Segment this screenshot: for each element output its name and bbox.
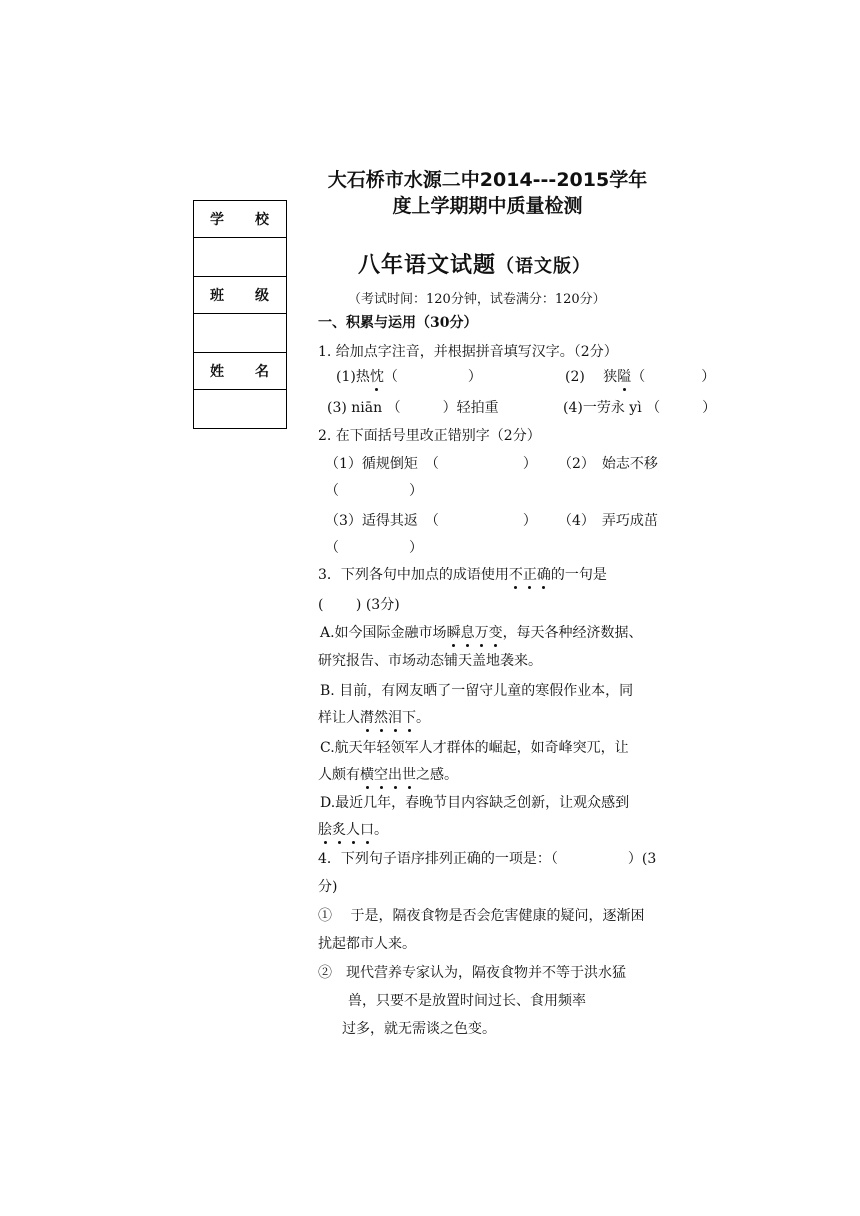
name-field bbox=[194, 390, 287, 429]
q1-a-blank: （ ） bbox=[383, 369, 482, 385]
q2-row1-right: （2） 始志不移 bbox=[558, 456, 658, 472]
q3-option-a-line2: 研究报告、市场动态铺天盖地袭来。 bbox=[318, 653, 542, 669]
q3-option-d-line2 bbox=[318, 819, 388, 839]
q3-option-b-line2 bbox=[318, 707, 430, 727]
q4-stem-line2: 分) bbox=[318, 879, 338, 895]
subject-title bbox=[358, 248, 591, 279]
q3-a-post: ，每天各种经济数据、 bbox=[502, 625, 643, 641]
q2-row1-blank: （ ） bbox=[325, 483, 423, 499]
section-heading: 一、积累与运用（30分） bbox=[318, 315, 478, 331]
q3-option-d-line1: D.最近几年，春晚节目内容缺乏创新，让观众感到 bbox=[320, 795, 630, 811]
class-field bbox=[194, 314, 287, 353]
q4-stem-line1: 4．下列句子语序排列正确的一项是：（ ）(3 bbox=[318, 851, 657, 867]
q1-stem: 1. 给加点字注音，并根据拼音填写汉字。（2分） bbox=[318, 344, 618, 360]
q3-b-dot-char: 然 bbox=[374, 707, 388, 727]
subject-sub: （语文版） bbox=[496, 256, 592, 277]
q3-b-pre: 样让人 bbox=[318, 710, 360, 726]
q3-d-dot-char: 脍 bbox=[318, 819, 332, 839]
q1-item-c: (3) niān （ ）轻拍重 bbox=[327, 400, 499, 416]
q3-a-dot-char: 息 bbox=[461, 622, 475, 642]
q4-item1-line1: ① 于是，隔夜食物是否会危害健康的疑问，逐渐困 bbox=[318, 908, 645, 924]
q1-b-blank: （ ） bbox=[631, 369, 716, 385]
q3-c-post: 之感。 bbox=[416, 767, 458, 783]
class-label: 班 级 bbox=[194, 277, 287, 314]
school-label: 学 校 bbox=[194, 201, 287, 238]
q1-a-dotted-char: 忱 bbox=[370, 366, 384, 386]
q3-a-dot-char: 变 bbox=[489, 622, 503, 642]
q1-a-pre: (1)热 bbox=[336, 369, 370, 385]
q3-option-c-line2 bbox=[318, 764, 458, 784]
q3-b-dot-char: 潸 bbox=[360, 707, 374, 727]
q2-row2-left: （3）适得其返 （ ） bbox=[325, 513, 537, 529]
name-label: 姓 名 bbox=[194, 353, 287, 390]
q3-c-pre: 人颇有 bbox=[318, 767, 360, 783]
q3-dot-char: 不 bbox=[509, 564, 523, 584]
q1-b-dotted-char: 隘 bbox=[617, 366, 631, 386]
q3-stem bbox=[318, 564, 607, 584]
q3-option-c-line1: C.航天年轻领军人才群体的崛起，如奇峰突兀，让 bbox=[320, 740, 629, 756]
q3-c-dot-char: 空 bbox=[374, 764, 388, 784]
q3-d-dot-char: 炙 bbox=[332, 819, 346, 839]
q3-d-dot-char: 人 bbox=[346, 819, 360, 839]
q3-c-dot-char: 横 bbox=[360, 764, 374, 784]
q3-b-dot-char: 泪 bbox=[388, 707, 402, 727]
q4-item1-line2: 扰起都市人来。 bbox=[318, 936, 416, 952]
q3-a-dot-char: 万 bbox=[475, 622, 489, 642]
q4-item2-line2: 兽，只要不是放置时间过长、食用频率 bbox=[348, 993, 586, 1009]
exam-info: （考试时间：120分钟，试卷满分：120分） bbox=[348, 292, 606, 307]
q2-stem: 2. 在下面括号里改正错别字（2分） bbox=[318, 428, 541, 444]
exam-title-line1: 大石桥市水源二中2014---2015学年 bbox=[327, 169, 648, 191]
q3-dot-char: 确 bbox=[537, 564, 551, 584]
q1-item-b bbox=[565, 366, 715, 386]
q1-b-pre: (2) 狭 bbox=[565, 369, 618, 385]
q3-stem-pre: 3．下列各句中加点的成语使用 bbox=[318, 567, 509, 583]
q3-b-post: 。 bbox=[416, 710, 430, 726]
q3-dot-char: 正 bbox=[523, 564, 537, 584]
q3-stem-line2: ( ) (3分) bbox=[318, 597, 400, 613]
q3-d-dot-char: 口 bbox=[360, 819, 374, 839]
q3-a-pre: A.如今国际金融市场 bbox=[320, 625, 447, 641]
q4-item2-line3: 过多，就无需谈之色变。 bbox=[342, 1021, 496, 1037]
q3-c-dot-char: 世 bbox=[402, 764, 416, 784]
q3-b-dot-char: 下 bbox=[402, 707, 416, 727]
q2-row2-right: （4） 弄巧成茁 bbox=[558, 513, 658, 529]
q1-item-d: (4)一劳永 yì （ ） bbox=[563, 400, 717, 416]
school-field bbox=[194, 238, 287, 277]
subject-main: 八年语文试题 bbox=[358, 252, 497, 278]
q3-c-dot-char: 出 bbox=[388, 764, 402, 784]
q2-row2-blank: （ ） bbox=[325, 540, 423, 556]
q3-stem-post: 的一句是 bbox=[550, 567, 607, 583]
q3-d-post: 。 bbox=[374, 822, 388, 838]
q3-a-dot-char: 瞬 bbox=[447, 622, 461, 642]
q3-option-a-line1 bbox=[320, 622, 643, 642]
exam-title-line2: 度上学期期中质量检测 bbox=[392, 195, 583, 217]
q2-row1-left: （1）循规倒矩 （ ） bbox=[325, 456, 537, 472]
q3-option-b-line1: B. 目前，有网友晒了一留守儿童的寒假作业本，同 bbox=[320, 683, 634, 699]
q4-item2-line1: ② 现代营养专家认为，隔夜食物并不等于洪水猛 bbox=[318, 965, 626, 981]
q1-item-a bbox=[336, 366, 482, 386]
student-info-table bbox=[193, 200, 287, 429]
